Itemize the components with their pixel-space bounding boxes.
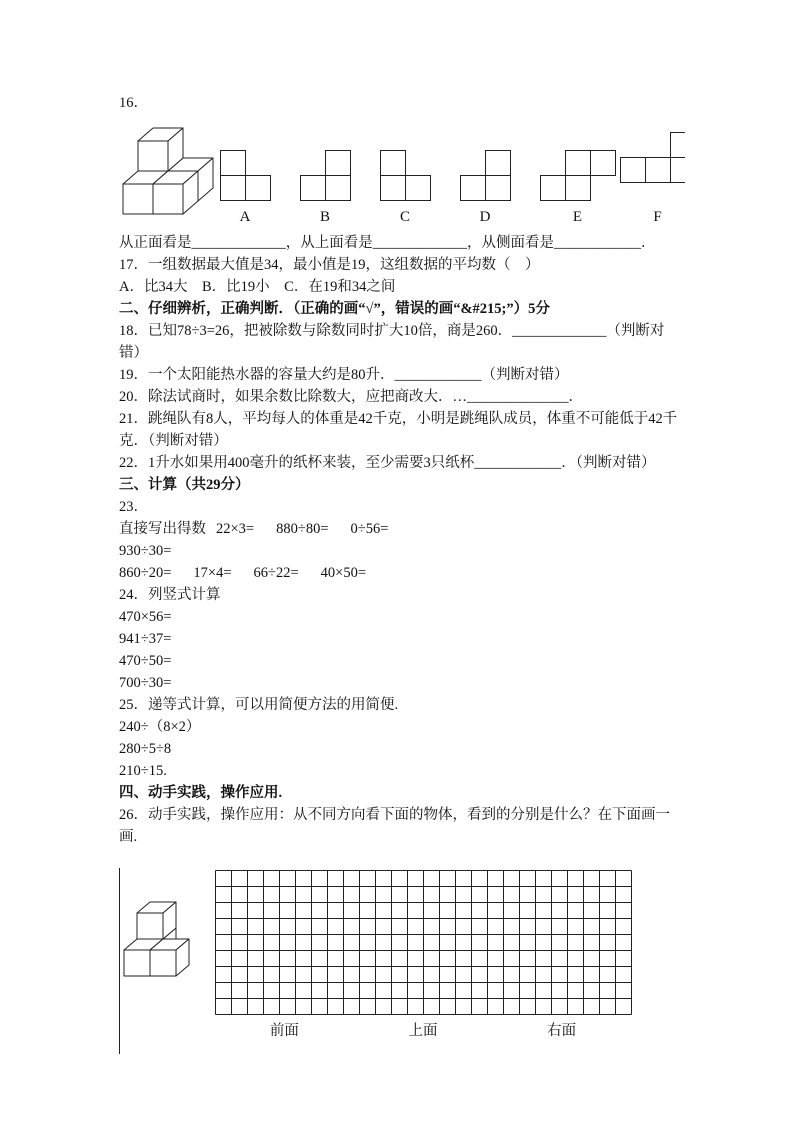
shape-cell — [220, 176, 245, 201]
shape-cell — [670, 158, 685, 183]
q26-figure — [119, 870, 685, 1060]
q24-label: 24．列竖式计算 — [119, 587, 221, 603]
shape-cell — [645, 158, 670, 183]
q26-drawing-grid[interactable] — [215, 870, 633, 1016]
shape-label-E: E — [572, 209, 582, 225]
q17-text: 17．一组数据最大值是34，最小值是19，这组数据的平均数（ ） — [119, 257, 540, 273]
q26-text: 26．动手实践，操作应用：从不同方向看下面的物体，看到的分别是什么？在下面画一画. — [119, 807, 670, 845]
q26-cube-stack-figure — [121, 888, 211, 982]
section3-heading: 三、计算（共29分） — [119, 477, 250, 493]
shape-cell — [670, 133, 685, 158]
q23-expr: 22×3= — [216, 521, 255, 537]
q23-row1 — [119, 518, 685, 540]
shape-cell — [620, 158, 645, 183]
worksheet-content — [119, 92, 685, 1060]
shape-cell — [380, 151, 405, 176]
shape-cell — [245, 176, 270, 201]
cube-face — [124, 950, 150, 976]
q16-number: 16． — [119, 95, 148, 111]
shape-cell — [460, 176, 485, 201]
grid-lines — [216, 871, 632, 1015]
q25-item: 210÷15. — [119, 763, 167, 779]
q20-text: 20．除法试商时，如果余数比除数大，应把商改大．…______________． — [119, 389, 583, 405]
shape-label-F: F — [652, 209, 662, 225]
q16-view-options-figure — [218, 124, 685, 230]
cube-face — [137, 913, 163, 939]
shape-cell — [540, 176, 565, 201]
q25-item: 280÷5÷8 — [119, 741, 172, 757]
q23-expr: 17×4= — [193, 565, 232, 581]
shape-cell — [565, 176, 590, 201]
cube-face — [123, 184, 153, 214]
shape-cell — [485, 151, 510, 176]
q24-item: 470÷50= — [119, 653, 172, 669]
q23-expr: 860÷20= — [119, 565, 172, 581]
shape-label-C: C — [399, 209, 410, 225]
section2-heading: 二、仔细辨析，正确判断．（正确的画“√”，错误的画“&#215;”）5分 — [119, 301, 550, 317]
shape-label-A: A — [239, 209, 250, 225]
shape-cell — [300, 176, 325, 201]
cube-face — [138, 141, 168, 171]
section4-heading: 四、动手实践，操作应用. — [119, 785, 283, 801]
q22-text: 22．1升水如果用400毫升的纸杯来装，至少需要3只纸杯____________．（判断对错） — [119, 455, 656, 471]
grid-label-front: 前面 — [269, 1023, 299, 1039]
q17-options: A．比34大 B．比19小 C．在19和34之间 — [119, 279, 396, 295]
grid-label-right: 右面 — [547, 1023, 577, 1039]
shape-cell — [405, 176, 430, 201]
q23-label: 直接写出得数 — [119, 521, 206, 537]
q19-text: 19．一个太阳能热水器的容量大约是80升．____________（判断对错） — [119, 367, 569, 383]
q16-figure — [119, 124, 685, 230]
q16-cube-stack-figure — [119, 124, 218, 230]
shape-cell — [565, 151, 590, 176]
q25-item: 240÷（8×2） — [119, 719, 201, 735]
q23-row3 — [119, 562, 685, 584]
grid-label-top: 上面 — [408, 1023, 438, 1039]
shape-cell — [325, 151, 350, 176]
q23-row2 — [119, 540, 685, 562]
q18-text: 18．已知78÷3=26，把被除数与除数同时扩大10倍，商是260．_____________（判断对错） — [119, 323, 665, 361]
q23-number: 23． — [119, 499, 148, 515]
cube-face — [150, 950, 176, 976]
shape-cell — [590, 151, 615, 176]
shape-cell — [220, 151, 245, 176]
q24-item: 941÷37= — [119, 631, 172, 647]
q24-item: 700÷30= — [119, 675, 172, 691]
q23-expr: 930÷30= — [119, 543, 172, 559]
q23-expr: 40×50= — [320, 565, 366, 581]
shape-cell — [485, 176, 510, 201]
q25-label: 25．递等式计算，可以用简便方法的用简便. — [119, 697, 399, 713]
q24-item: 470×56= — [119, 609, 172, 625]
q16-views-line: 从正面看是_____________，从上面看是_____________，从侧面看是____________． — [119, 235, 656, 251]
shape-label-D: D — [479, 209, 490, 225]
shape-label-B: B — [319, 209, 330, 225]
cube-face — [153, 184, 183, 214]
q23-expr: 0÷56= — [350, 521, 389, 537]
left-border-line — [119, 868, 120, 1054]
shape-cell — [325, 176, 350, 201]
q26-grid-labels — [215, 1020, 631, 1042]
q23-expr: 66÷22= — [253, 565, 299, 581]
shape-cell — [380, 176, 405, 201]
q23-expr: 880÷80= — [276, 521, 329, 537]
q21-text: 21．跳绳队有8人，平均每人的体重是42千克，小明是跳绳队成员，体重不可能低于42千克．（判断对错） — [119, 411, 678, 449]
